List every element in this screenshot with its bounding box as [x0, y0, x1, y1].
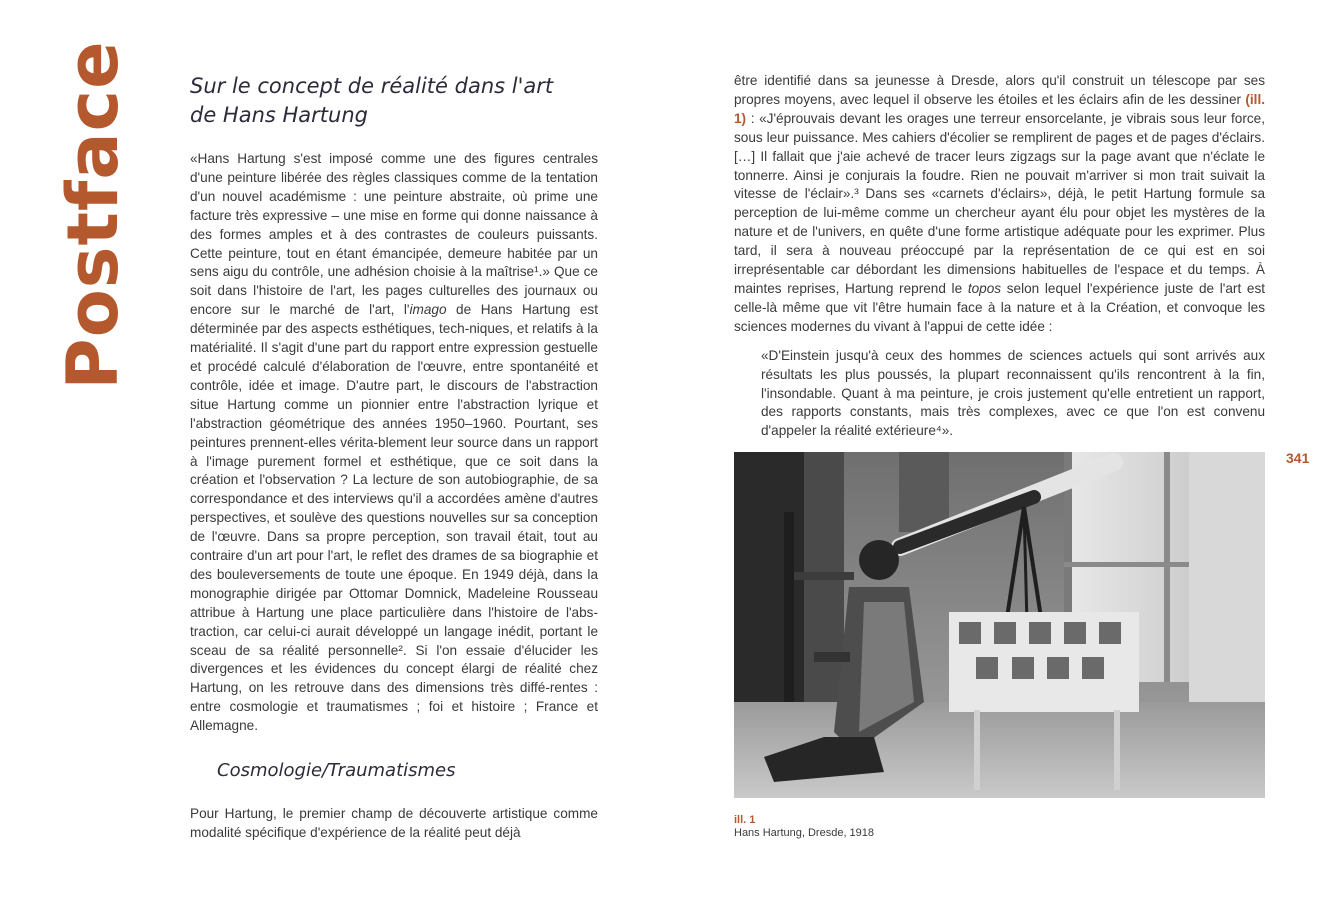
left-p1-imago: imago — [409, 302, 447, 318]
chapter-title — [190, 72, 598, 130]
caption-text: Hans Hartung, Dresde, 1918 — [734, 827, 875, 839]
photo-caption — [734, 814, 874, 840]
illustration-reference: (ill. 1) — [734, 91, 1265, 126]
left-p1-part-b: de Hans Hartung est déterminée par des aspects esthétiques, tech-niques, et relatifs à la matérialité. Il s'agit d'une part du rapport entre expression gestuelle et procédé calculé d'élaboration de l'œuvre, entre spontanéité et contrôle, idée et image. D'autre part, le discours de l'abstraction situe Hartung comme un pionnier entre l'abstraction lyrique et l'abstraction géométrique des années 1950–1960. Pourtant, ses peintures prennent-elles vérita-blement leur source dans un rapport à l'image purement formel et esthétique, que ce soit dans la création et l'observation ? La lecture de son autobiographie, de sa correspondance et des interviews qu'il a accordées amène d'autres perspectives, et soulève des questions nouvelles sur sa conception de l'œuvre. Dans sa propre perception, son travail était, tout au contraire d'un art pour l'art, le reflet des drames de sa biographie et des bouleversements de toute une époque. En 1949 déjà, dans la monographie dirigée par Ottomar Domnick, Madeleine Rousseau attribue à Hartung une place particulière dans l'histoire de l'abs-traction, car celui-ci aurait développé un langage inédit, portant le sceau de sa réalité personnelle². Si l'on essaie d'élucider les divergences et les évidences du concept élargi de réalité chez Hartung, on les retrouve dans des dimensions très diffé-rentes : entre cosmologie et traumatismes ; foi et histoire ; France et Allemagne. — [190, 302, 598, 734]
left-p1-part-a: «Hans Hartung s'est imposé comme une des figures centrales d'une peinture libérée des règles classiques comme de la tentation d'un nouvel académisme : une peinture abstraite, où prime une facture très expressive – une mise en forme qui donne naissance à des formes amples et à des contrastes de couleurs puissants. Cette peinture, tout en étant émancipée, demeure habitée par un sens aigu du contrôle, une adhésion choisie à la maîtrise¹.» Que ce soit dans l'histoire de l'art, les pages culturelles des journaux ou encore sur le marché de l'art, l' — [190, 151, 598, 318]
chapter-title-line2: de Hans Hartung — [190, 103, 368, 127]
section-title: Cosmologie/Traumatismes — [217, 760, 456, 782]
photo-hartung-telescope — [734, 452, 1265, 798]
left-column — [190, 72, 598, 843]
right-p1-topos: topos — [967, 280, 1002, 296]
page-number: 341 — [1286, 450, 1310, 466]
photo-illustration — [734, 452, 1265, 798]
chapter-title-line1: Sur le concept de réalité dans l'art — [190, 74, 554, 98]
right-paragraph-1 — [734, 72, 1265, 337]
block-quote: «D'Einstein jusqu'à ceux des hommes de sciences actuels qui sont arrivés aux résultats les plus poussés, la plupart reconnaissent qu'ils rencontrent à la fin, l'insondable. Quant à ma peinture, je crois justement qu'elle entretient un rapport, des rapports constants, mais très complexes, avec ce que l'on est convenu d'appeler la réalité extérieure⁴». — [761, 347, 1265, 439]
postface-title-text: Postface — [52, 40, 134, 390]
right-p1-part-a: être identifié dans sa jeunesse à Dresde, alors qu'il construit un télescope par ses propres moyens, avec lequel il observe les étoiles et les éclairs afin de les dessiner — [734, 73, 1265, 107]
right-column — [734, 72, 1265, 441]
caption-label: ill. 1 — [734, 814, 756, 826]
left-paragraph-1 — [190, 150, 598, 736]
right-p1-part-b: : «J'éprouvais devant les orages une terreur ensorcelante, je vibrais sous leur force, sous leur puissance. Mes cahiers d'écolier se remplirent de pages et de pages d'éclairs. […] Il fallait que j'aie achevé de tracer leurs zigzags sur la page avant que n'éclate le tonnerre. Ainsi je conjurais la foudre. Rien ne pouvait m'arriver si mon trait suivait la vitesse de l'éclair».³ Dans ses «carnets d'éclairs», déjà, le petit Hartung formule sa perception de lui-même comme un chercheur ayant élu pour objet les mystères de la nature et de l'univers, en quête d'une forme artistique adéquate pour les exprimer. Plus tard, il sera à nouveau préoccupé par la représentation de ce qui est en soi irreprésentable car débordant les dimensions habituelles de l'espace et du temps. À maintes reprises, Hartung reprend le — [734, 110, 1265, 296]
right-p1-part-c: selon lequel l'expérience juste de l'art est celle-là même que vit l'être humain face à la nature et à la Création, et convoque les sciences modernes du vivant à l'appui de cette idée : — [734, 280, 1266, 334]
postface-vertical-title — [48, 40, 138, 390]
left-paragraph-2: Pour Hartung, le premier champ de découverte artistique comme modalité spécifique d'expérience de la réalité peut déjà — [190, 806, 598, 840]
